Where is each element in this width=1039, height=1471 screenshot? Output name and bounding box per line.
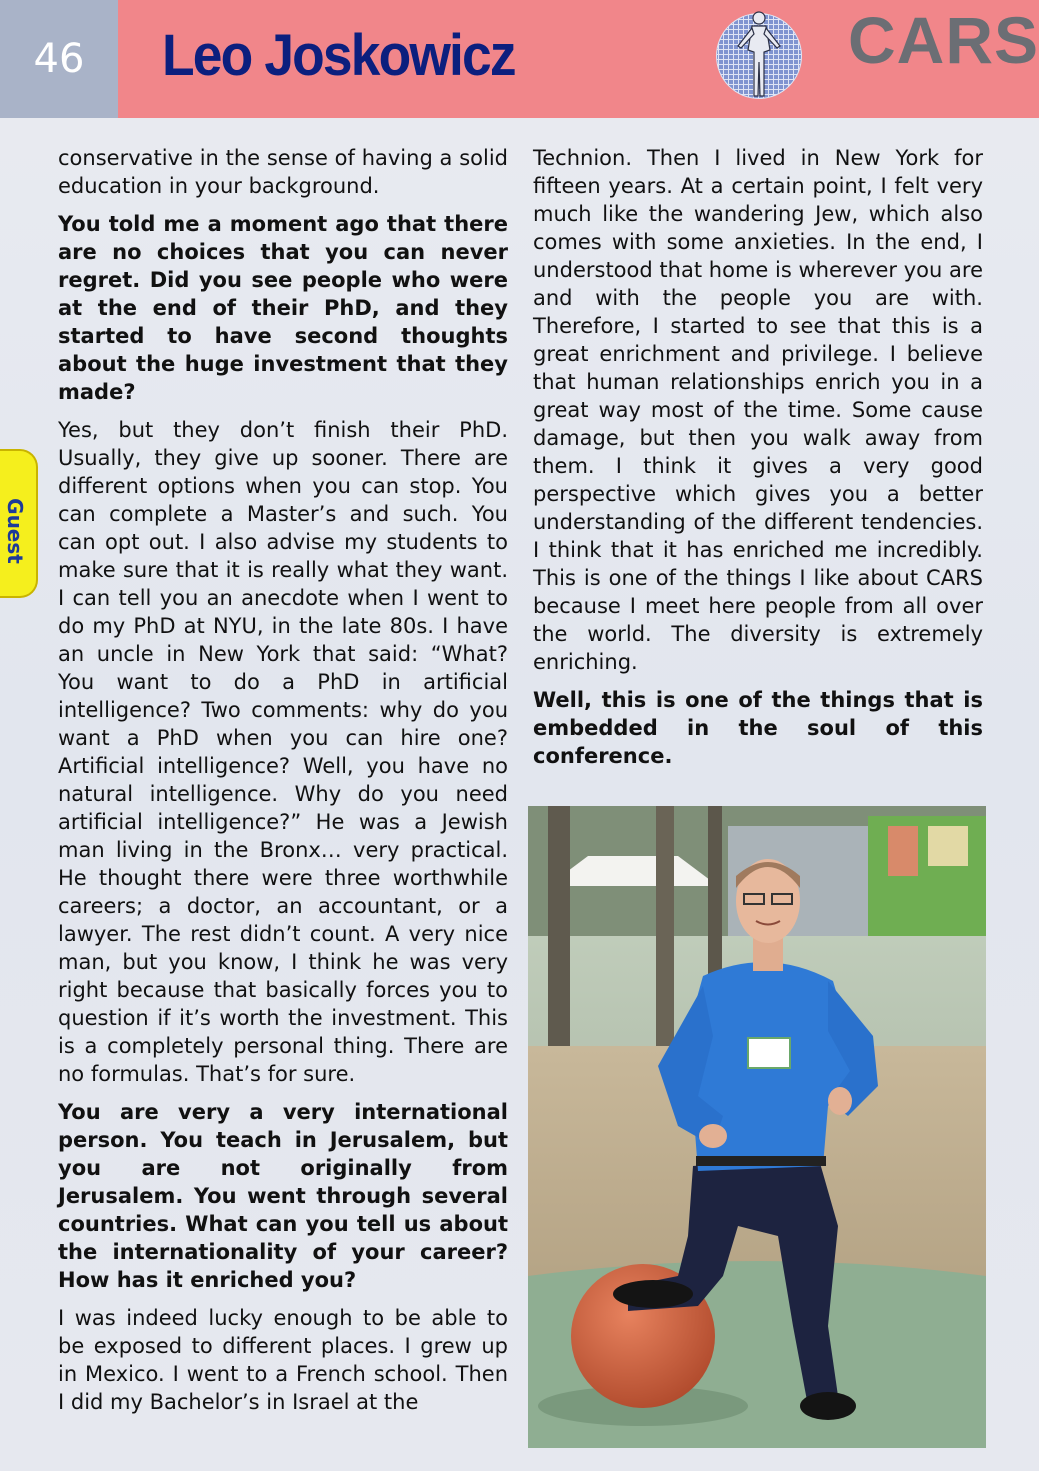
answer-paragraph: I was indeed lucky enough to be able to be exposed to different places. I grew up in Mexico. I went to a French school. Then I did my Bachelor’s in Israel at the <box>58 1306 508 1414</box>
question-paragraph: You told me a moment ago that there are no choices that you can never regret. Did you see people who were at the end of their PhD, and they started to have second thoughts about the huge investment that they made? <box>58 212 508 404</box>
page-header <box>0 0 1039 118</box>
left-column <box>58 144 508 1426</box>
section-tab-label: Guest <box>3 498 27 564</box>
page-number-box <box>0 0 118 118</box>
question-paragraph: You are very a very international person. You teach in Jerusalem, but you are not originally from Jerusalem. You went through several countries. What can you tell us about the internationality of your career? How has it enriched you? <box>58 1100 508 1292</box>
section-tab <box>0 449 38 598</box>
portrait-photo <box>528 806 986 1448</box>
cars-logo-text: CARS <box>848 3 1039 77</box>
answer-paragraph: Yes, but they don’t finish their PhD. Usually, they give up sooner. There are different options when you can stop. You can complete a Master’s and such. You can opt out. I also advise my students to make sure that it is really what they want. I can tell you an anecdote when I went to do my PhD at NYU, in the late 80s. I have an uncle in New York that said: “What? You want to do a PhD in artificial intelligence? Two comments: why do you want a PhD when you can hire one? Artificial intelligence? Well, you have no natural intelligence. Why do you need artificial intelligence?” He was a Jewish man living in the Bronx… very practical. He thought there were three worthwhile careers; a doctor, an accountant, or a lawyer. The rest didn’t count. A very nice man, but you know, I think he was very right because that basically forces you to question if it’s worth the investment. This is a completely personal thing. There are no formulas. That’s for sure. <box>58 418 508 1086</box>
right-column <box>533 144 983 780</box>
page-number: 46 <box>33 36 85 82</box>
question-paragraph: Well, this is one of the things that is embedded in the soul of this conference. <box>533 688 983 768</box>
article-title: Leo Joskowicz <box>162 23 515 88</box>
answer-paragraph: Technion. Then I lived in New York for fifteen years. At a certain point, I felt very much like the wandering Jew, which also comes with some anxieties. In the end, I understood that home is wherever you are and with the people you are with. Therefore, I started to see that this is a great enrichment and privilege. I believe that human relationships enrich you in a great way most of the time. Some cause damage, but then you walk away from them. I think it gives a very good perspective which gives you a better understanding of the different tendencies. I think that it has enriched me incredibly. This is one of the things I like about CARS because I meet here people from all over the world. The diversity is extremely enriching. <box>533 146 983 674</box>
cars-logo-figure-icon <box>714 0 804 112</box>
answer-paragraph: conservative in the sense of having a solid education in your background. <box>58 146 508 198</box>
